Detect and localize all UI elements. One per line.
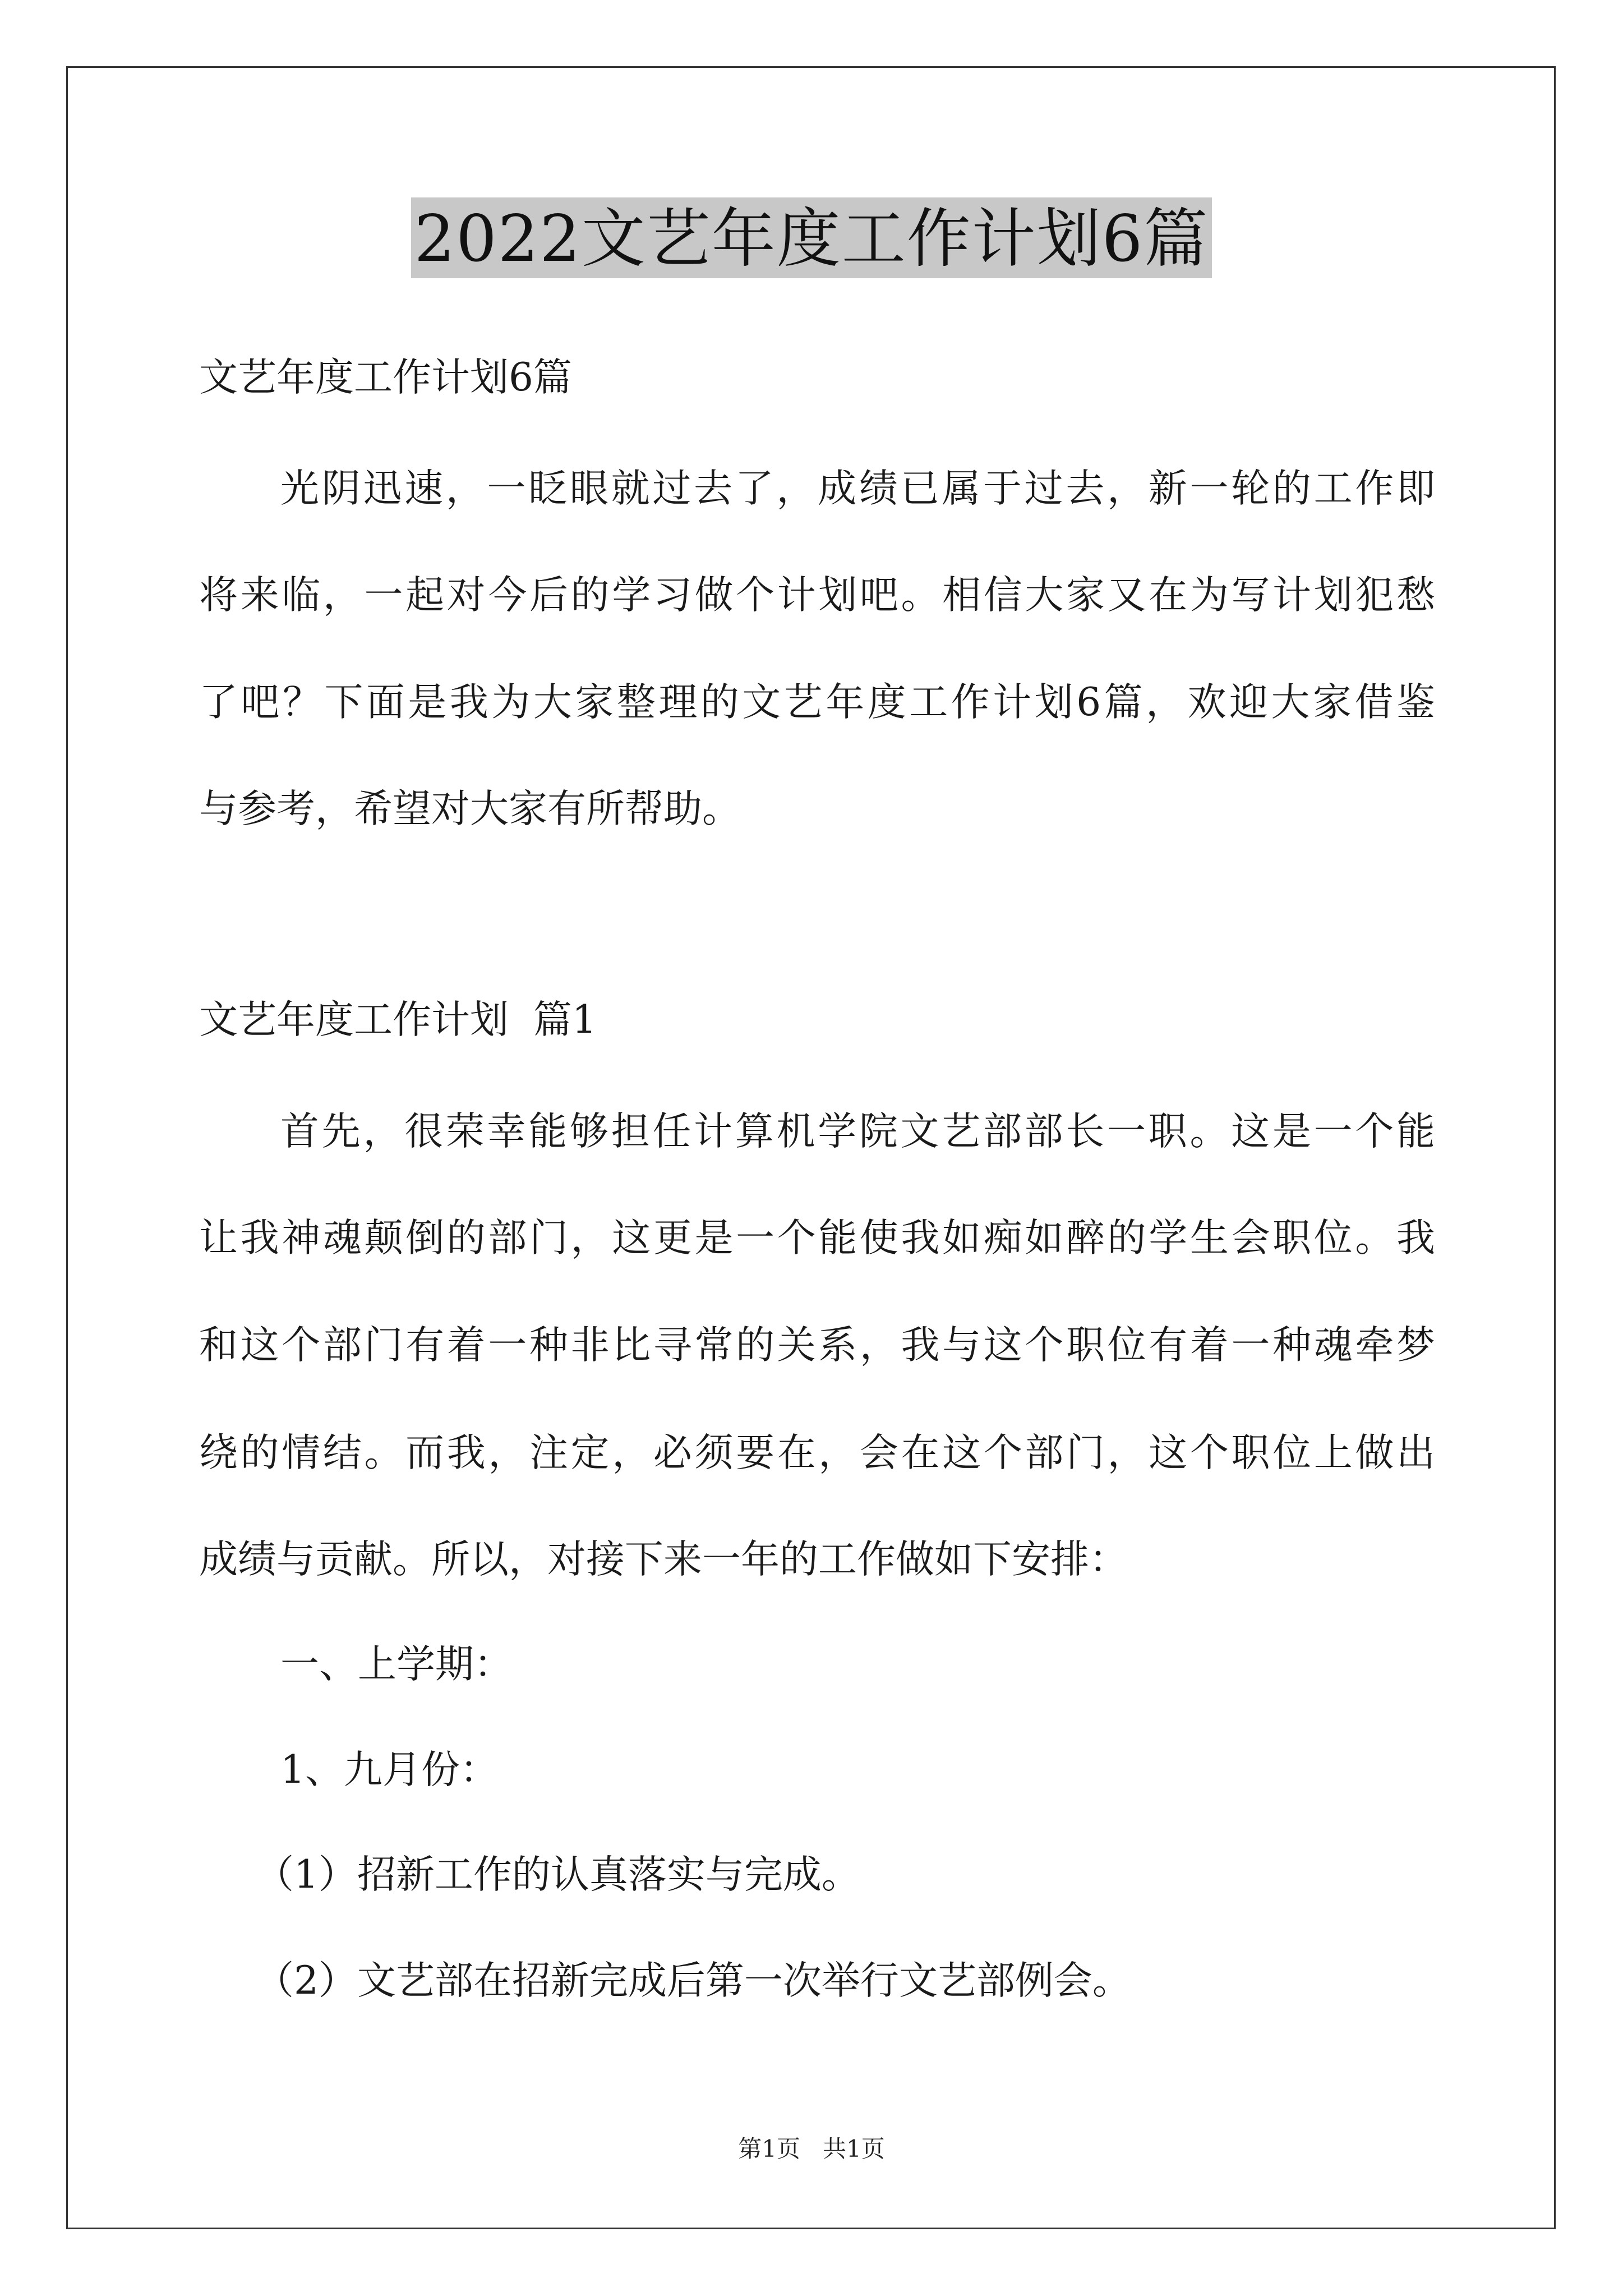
- list-item-2: （2）文艺部在招新完成后第一次举行文艺部例会。: [255, 1958, 1131, 2003]
- month-heading: 1、九月份：: [280, 1747, 499, 1792]
- list-item-1: （1）招新工作的认真落实与完成。: [255, 1852, 860, 1897]
- document-title: 2022文艺年度工作计划6篇: [411, 197, 1212, 278]
- intro-line-2: 将来临，一起对今后的学习做个计划吧。相信大家又在为写计划犯愁: [199, 573, 1435, 618]
- document-subtitle: 文艺年度工作计划6篇: [199, 355, 572, 400]
- semester-heading: 一、上学期：: [280, 1642, 513, 1687]
- body-line-4: 绕的情结。而我，注定，必须要在，会在这个部门，这个职位上做出: [199, 1430, 1435, 1475]
- body-line-5: 成绩与贡献。所以，对接下来一年的工作做如下安排：: [199, 1537, 1128, 1582]
- body-line-2: 让我神魂颠倒的部门，这更是一个能使我如痴如醉的学生会职位。我: [199, 1216, 1435, 1260]
- section-heading: 文艺年度工作计划 篇1: [199, 997, 597, 1042]
- intro-line-1: 光阴迅速，一眨眼就过去了，成绩已属于过去，新一轮的工作即: [280, 466, 1435, 511]
- intro-line-4: 与参考，希望对大家有所帮助。: [199, 786, 741, 831]
- intro-line-3: 了吧？下面是我为大家整理的文艺年度工作计划6篇，欢迎大家借鉴: [199, 680, 1435, 725]
- page-footer: 第1页 共1页: [738, 2135, 885, 2162]
- title-wrap: [0, 197, 1623, 278]
- body-line-3: 和这个部门有着一种非比寻常的关系，我与这个职位有着一种魂牵梦: [199, 1323, 1435, 1368]
- body-line-1: 首先，很荣幸能够担任计算机学院文艺部部长一职。这是一个能: [280, 1109, 1435, 1154]
